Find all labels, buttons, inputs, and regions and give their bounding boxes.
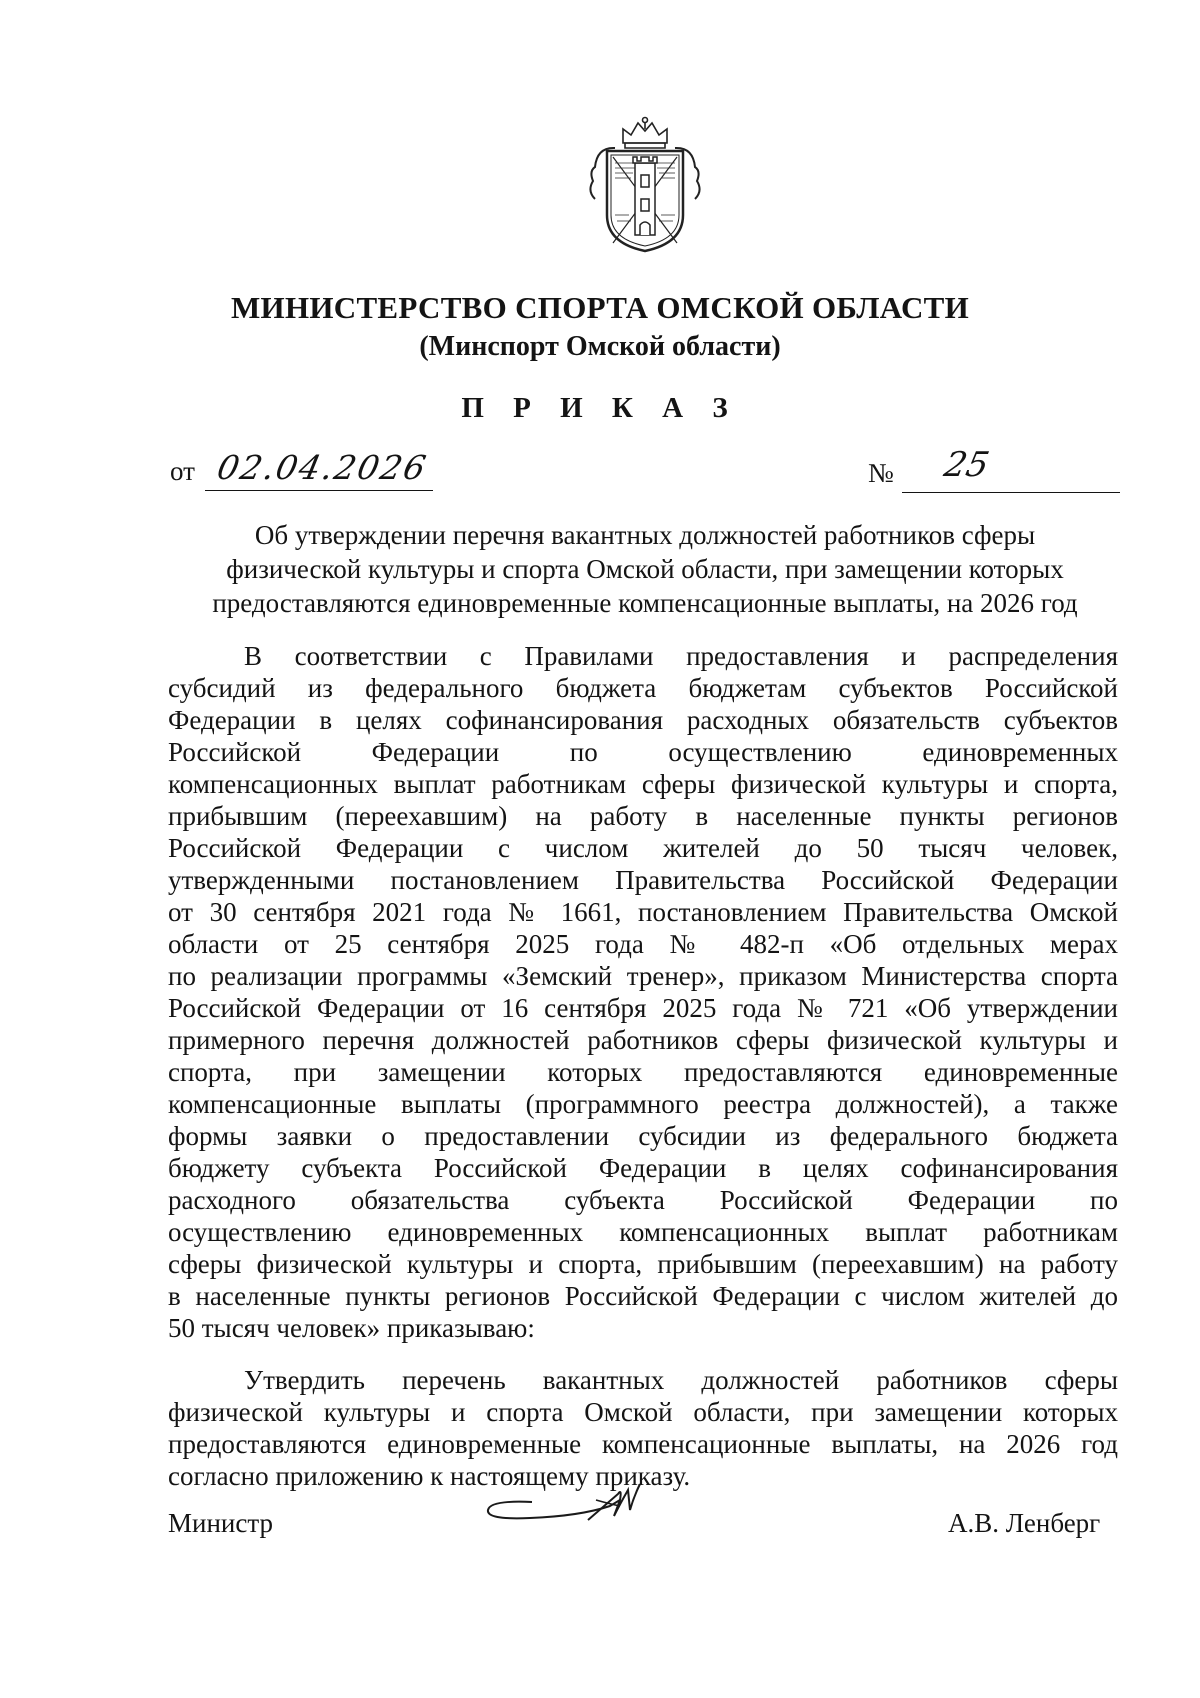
subject-line: физической культуры и спорта Омской области, при замещении которых (226, 554, 1064, 584)
paragraph-line: утвержденными постановлением Правительства Российской Федерации (168, 865, 1118, 895)
handwritten-date: 02.04.2026 (213, 448, 432, 487)
paragraph-line: 50 тысяч человек» приказываю: (168, 1313, 535, 1343)
subject-line: предоставляются единовременные компенсационные выплаты, на 2026 год (212, 588, 1078, 618)
coat-of-arms-icon (585, 115, 705, 255)
handwritten-number: 25 (940, 445, 993, 485)
paragraph-line: субсидий из федерального бюджета бюджетам субъектов Российской (168, 673, 1118, 703)
paragraph-line: области от 25 сентября 2025 года № 482-п «Об отдельных мерах (168, 929, 1118, 959)
paragraph-line: бюджету субъекта Российской Федерации в целях софинансирования (168, 1153, 1118, 1183)
ministry-name: МИНИСТЕРСТВО СПОРТА ОМСКОЙ ОБЛАСТИ (230, 290, 970, 325)
date-underline (205, 490, 433, 491)
paragraph-line: по реализации программы «Земский тренер», приказом Министерства спорта (168, 961, 1118, 991)
paragraph-line: Федерации в целях софинансирования расходных обязательств субъектов (168, 705, 1118, 735)
number-underline (902, 492, 1120, 493)
paragraph-line: от 30 сентября 2021 года № 1661, постановлением Правительства Омской (168, 897, 1118, 927)
paragraph-line: прибывшим (переехавшим) на работу в населенные пункты регионов (168, 801, 1118, 831)
paragraph-line: физической культуры и спорта Омской области, при замещении которых (168, 1397, 1118, 1427)
paragraph-line: Российской Федерации от 16 сентября 2025 года № 721 «Об утверждении (168, 993, 1118, 1023)
date-prefix: от (170, 456, 195, 486)
ministry-short-name: (Минспорт Омской области) (419, 331, 781, 362)
paragraph-line: примерного перечня должностей работников сферы физической культуры и (168, 1025, 1118, 1055)
paragraph-line: согласно приложению к настоящему приказу. (168, 1461, 691, 1491)
order-subject (180, 518, 1110, 620)
number-prefix: № (868, 458, 894, 488)
paragraph-line: спорта, при замещении которых предоставляются единовременные (168, 1057, 1118, 1087)
handwritten-signature-icon (470, 1470, 680, 1530)
paragraph-line: Российской Федерации по осуществлению единовременных (168, 737, 1118, 767)
preamble-paragraph (168, 640, 1118, 1344)
paragraph-line: в населенные пункты регионов Российской Федерации с числом жителей до (168, 1281, 1118, 1311)
paragraph-line: Российской Федерации с числом жителей до 50 тысяч человек, (168, 833, 1118, 863)
paragraph-line: формы заявки о предоставлении субсидии из федерального бюджета (168, 1121, 1118, 1151)
paragraph-line: компенсационные выплаты (программного реестра должностей), а также (168, 1089, 1118, 1119)
paragraph-line: компенсационных выплат работникам сферы физической культуры и спорта, (168, 769, 1118, 799)
paragraph-line: В соответствии с Правилами предоставления и распределения (244, 641, 1118, 671)
subject-line: Об утверждении перечня вакантных должностей работников сферы (254, 520, 1036, 550)
signatory-position: Министр (168, 1508, 273, 1538)
paragraph-line: осуществлению единовременных компенсационных выплат работникам (168, 1217, 1118, 1247)
paragraph-line: расходного обязательства субъекта Российской Федерации по (168, 1185, 1118, 1215)
signatory-name: А.В. Ленберг (948, 1508, 1101, 1538)
document-type-title: П Р И К А З (461, 392, 739, 424)
paragraph-line: предоставляются единовременные компенсационные выплаты, на 2026 год (168, 1429, 1118, 1459)
paragraph-line: сферы физической культуры и спорта, прибывшим (переехавшим) на работу (168, 1249, 1118, 1279)
paragraph-line: Утвердить перечень вакантных должностей работников сферы (244, 1365, 1118, 1395)
